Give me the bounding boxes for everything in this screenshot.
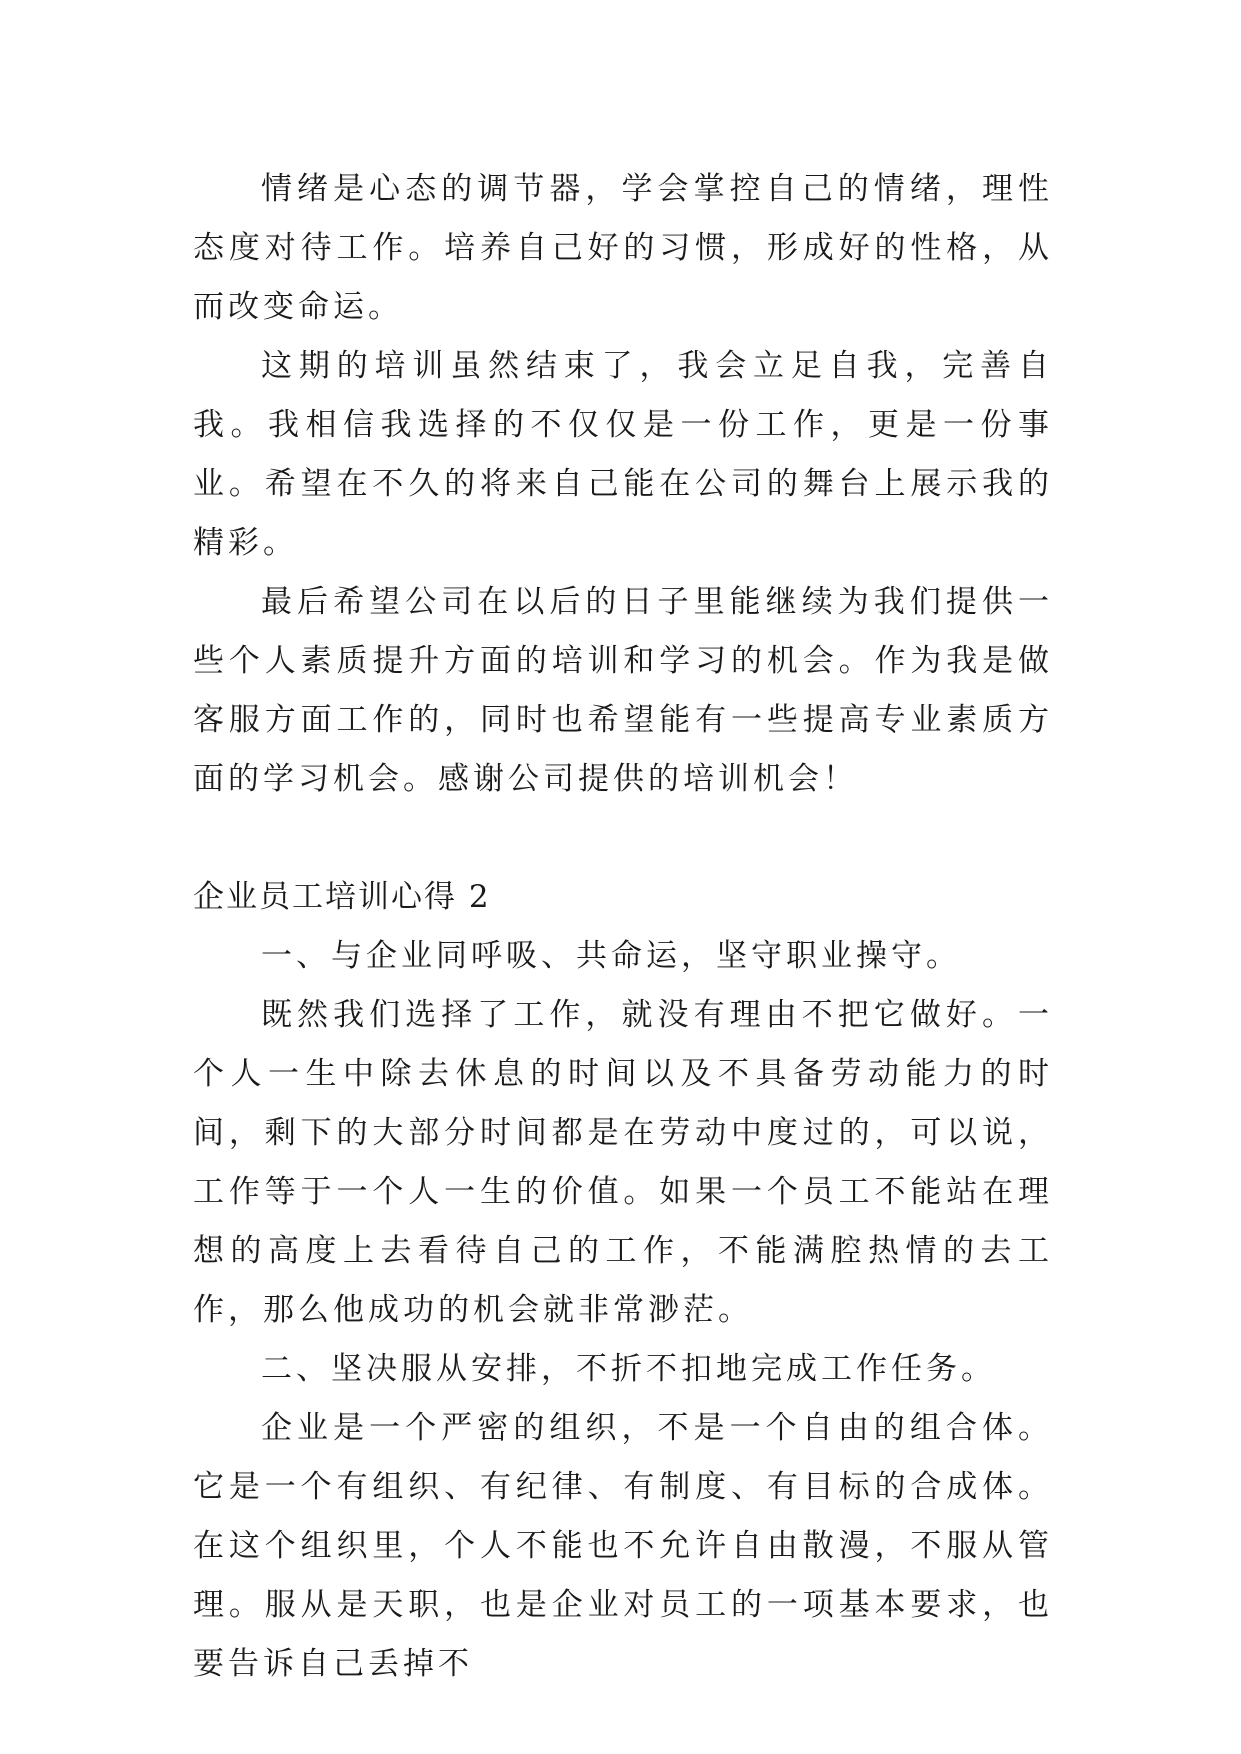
- document-body: [193, 160, 1053, 1694]
- paragraph-hope-for-company: 最后希望公司在以后的日子里能继续为我们提供一些个人素质提升方面的培训和学习的机会。作为我是做客服方面工作的，同时也希望能有一些提高专业素质方面的学习机会。感谢公司提供的培训机会！: [193, 584, 1053, 797]
- paragraph-point-two-heading: 二、坚决服从安排，不折不扣地完成工作任务。: [261, 1351, 996, 1387]
- paragraph-point-one-body: 既然我们选择了工作，就没有理由不把它做好。一个人一生中除去休息的时间以及不具备劳动能力的时间，剩下的大部分时间都是在劳动中度过的，可以说，工作等于一个人一生的价值。如果一个员工不能站在理想的高度上去看待自己的工作，不能满腔热情的去工作，那么他成功的机会就非常渺茫。: [193, 997, 1053, 1328]
- paragraph-point-one-heading: 一、与企业同呼吸、共命运，坚守职业操守。: [261, 938, 961, 974]
- paragraph-emotion-control: 情绪是心态的调节器，学会掌控自己的情绪，理性态度对待工作。培养自己好的习惯，形成好的性格，从而改变命运。: [193, 171, 1053, 325]
- paragraph-point-two-body: 企业是一个严密的组织，不是一个自由的组合体。它是一个有组织、有纪律、有制度、有目标的合成体。在这个组织里，个人不能也不允许自由散漫，不服从管理。服从是天职，也是企业对员工的一项基本要求，也要告诉自己丢掉不: [193, 1410, 1053, 1682]
- section-title: 企业员工培训心得 2: [193, 879, 491, 915]
- paragraph-training-ended: 这期的培训虽然结束了，我会立足自我，完善自我。我相信我选择的不仅仅是一份工作，更是一份事业。希望在不久的将来自己能在公司的舞台上展示我的精彩。: [193, 348, 1053, 561]
